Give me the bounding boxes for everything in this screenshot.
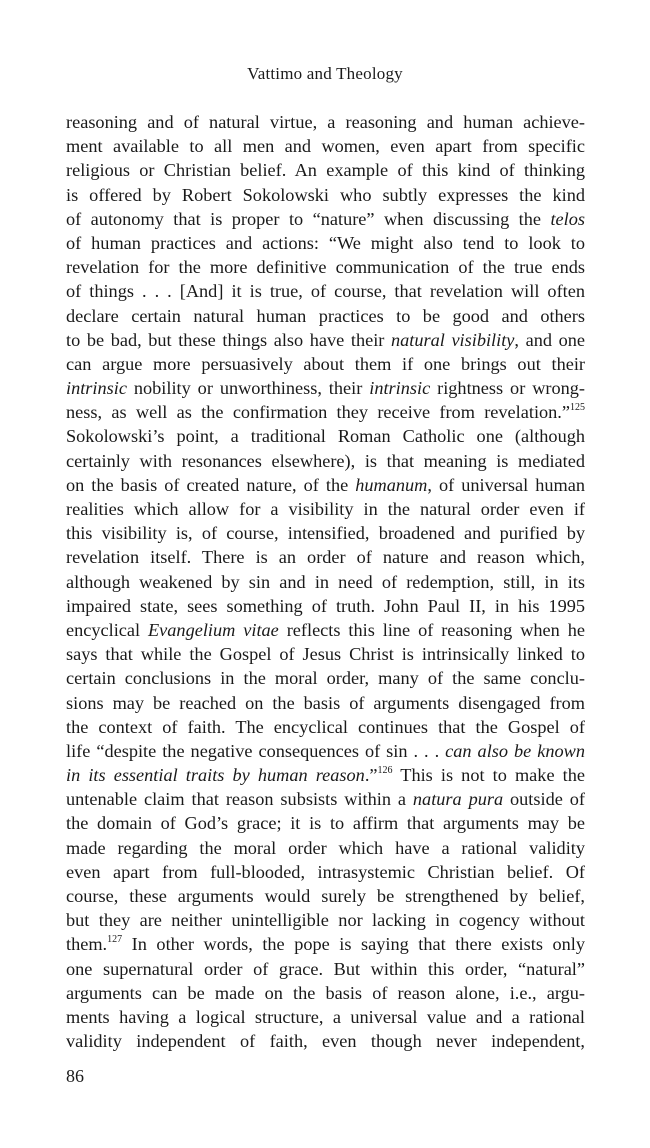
text-segment: rightness or wrong-: [430, 378, 586, 399]
text-segment: reflects this line of reasoning when he: [278, 619, 585, 640]
italic-text: humanum: [355, 474, 428, 495]
text-segment: , and one: [514, 329, 585, 350]
text-segment: .”: [364, 765, 378, 786]
text-line: [66, 110, 585, 134]
text-segment: them.: [66, 934, 108, 955]
text-segment: religious or Christian belief. An example of this kind of thinking: [66, 160, 585, 181]
text-segment: the context of faith. The encyclical continues that the Gospel of: [66, 716, 585, 737]
text-line: [66, 884, 585, 908]
running-head: Vattimo and Theology: [247, 64, 403, 83]
text-segment: made regarding the moral order which have a rational validity: [66, 837, 585, 858]
text-line: [66, 400, 585, 424]
text-segment: impaired state, sees something of truth. John Paul II, in his 1995: [66, 595, 585, 616]
text-segment: nobility or unworthiness, their: [126, 378, 370, 399]
text-line: [66, 811, 585, 835]
text-line: [66, 545, 585, 569]
text-line: [66, 860, 585, 884]
text-segment: even apart from full-blooded, intrasystemic Christian belief. Of: [66, 861, 585, 882]
text-line: [66, 304, 585, 328]
text-line: [66, 183, 585, 207]
text-line: [66, 255, 585, 279]
text-segment: is offered by Robert Sokolowski who subtly expresses the kind: [66, 184, 585, 205]
italic-text: intrinsic: [66, 378, 127, 399]
text-segment: declare certain natural human practices to be good and others: [66, 305, 585, 326]
footnote-ref: 126: [377, 765, 393, 777]
text-segment: of things . . . [And] it is true, of course, that revelation will often: [66, 281, 585, 302]
text-segment: this visibility is, of course, intensified, broadened and purified by: [66, 523, 585, 544]
text-line: [66, 715, 585, 739]
text-line: [66, 497, 585, 521]
italic-text: in its essential traits by human reason: [66, 765, 365, 786]
text-segment: on the basis of created nature, of the: [66, 474, 356, 495]
text-line: [66, 231, 585, 255]
body-text: [66, 110, 585, 1053]
text-segment: In other words, the pope is saying that there exists only: [122, 934, 585, 955]
text-segment: outside of: [503, 789, 585, 810]
text-line: [66, 691, 585, 715]
text-segment: certain conclusions in the moral order, many of the same conclu-: [66, 668, 585, 689]
text-segment: can argue more persuasively about them if one brings out their: [66, 353, 585, 374]
text-line: [66, 352, 585, 376]
text-segment: says that while the Gospel of Jesus Christ is intrinsically linked to: [66, 644, 585, 665]
text-segment: revelation itself. There is an order of nature and reason which,: [66, 547, 585, 568]
text-segment: life “despite the negative consequences of sin . . .: [66, 740, 446, 761]
text-line: [66, 1005, 585, 1029]
text-segment: untenable claim that reason subsists within a: [66, 789, 413, 810]
text-line: [66, 981, 585, 1005]
text-line: [66, 158, 585, 182]
text-line: [66, 473, 585, 497]
text-segment: , of universal human: [427, 474, 586, 495]
text-line: [66, 328, 585, 352]
text-segment: to be bad, but these things also have their: [66, 329, 391, 350]
text-segment: certainly with resonances elsewhere), is that meaning is mediated: [66, 450, 585, 471]
text-line: [66, 836, 585, 860]
text-line: [66, 787, 585, 811]
text-line: [66, 763, 585, 787]
text-line: [66, 279, 585, 303]
text-line: [66, 521, 585, 545]
text-line: [66, 376, 585, 400]
text-segment: although weakened by sin and in need of redemption, still, in its: [66, 571, 585, 592]
text-segment: encyclical: [66, 619, 149, 640]
italic-text: can also be known: [445, 740, 585, 761]
text-line: [66, 134, 585, 158]
text-line: [66, 570, 585, 594]
text-line: [66, 1029, 585, 1053]
text-segment: of autonomy that is proper to “nature” when discussing the: [66, 208, 551, 229]
text-line: [66, 207, 585, 231]
text-segment: arguments can be made on the basis of reason alone, i.e., argu-: [66, 982, 585, 1003]
text-line: [66, 618, 585, 642]
text-segment: ments having a logical structure, a universal value and a rational: [66, 1006, 585, 1027]
text-line: [66, 642, 585, 666]
text-segment: This is not to make the: [392, 765, 585, 786]
text-line: [66, 666, 585, 690]
italic-text: natura pura: [412, 789, 504, 810]
italic-text: intrinsic: [369, 378, 431, 399]
text-segment: course, these arguments would surely be strengthened by belief,: [66, 886, 585, 906]
text-line: [66, 932, 585, 956]
italic-text: Evangelium vitae: [148, 619, 279, 640]
text-line: [66, 957, 585, 981]
page-number: 86: [66, 1066, 84, 1086]
text-segment: realities which allow for a visibility in the natural order even if: [66, 499, 585, 519]
text-segment: ment available to all men and women, even apart from specific: [66, 136, 585, 157]
text-segment: Sokolowski’s point, a traditional Roman Catholic one (although: [66, 426, 585, 447]
text-line: [66, 908, 585, 932]
footnote-ref: 125: [570, 402, 585, 414]
text-line: [66, 594, 585, 618]
text-segment: validity independent of faith, even though never independent,: [66, 1031, 585, 1052]
text-segment: of human practices and actions: “We might also tend to look to: [66, 232, 585, 253]
text-segment: sions may be reached on the basis of arguments disengaged from: [66, 692, 585, 713]
text-line: [66, 739, 585, 763]
text-line: [66, 424, 585, 448]
text-segment: ness, as well as the confirmation they receive from revelation.”: [66, 402, 570, 423]
footnote-ref: 127: [107, 934, 123, 946]
italic-text: telos: [550, 208, 585, 229]
text-line: [66, 449, 585, 473]
text-segment: revelation for the more definitive communication of the true ends: [66, 257, 585, 278]
text-segment: the domain of God’s grace; it is to affirm that arguments may be: [66, 813, 585, 834]
text-segment: but they are neither unintelligible nor lacking in cogency without: [66, 910, 585, 931]
text-segment: reasoning and of natural virtue, a reasoning and human achieve-: [66, 112, 585, 132]
text-segment: one supernatural order of grace. But within this order, “natural”: [66, 958, 585, 979]
italic-text: natural visibility: [391, 329, 515, 350]
